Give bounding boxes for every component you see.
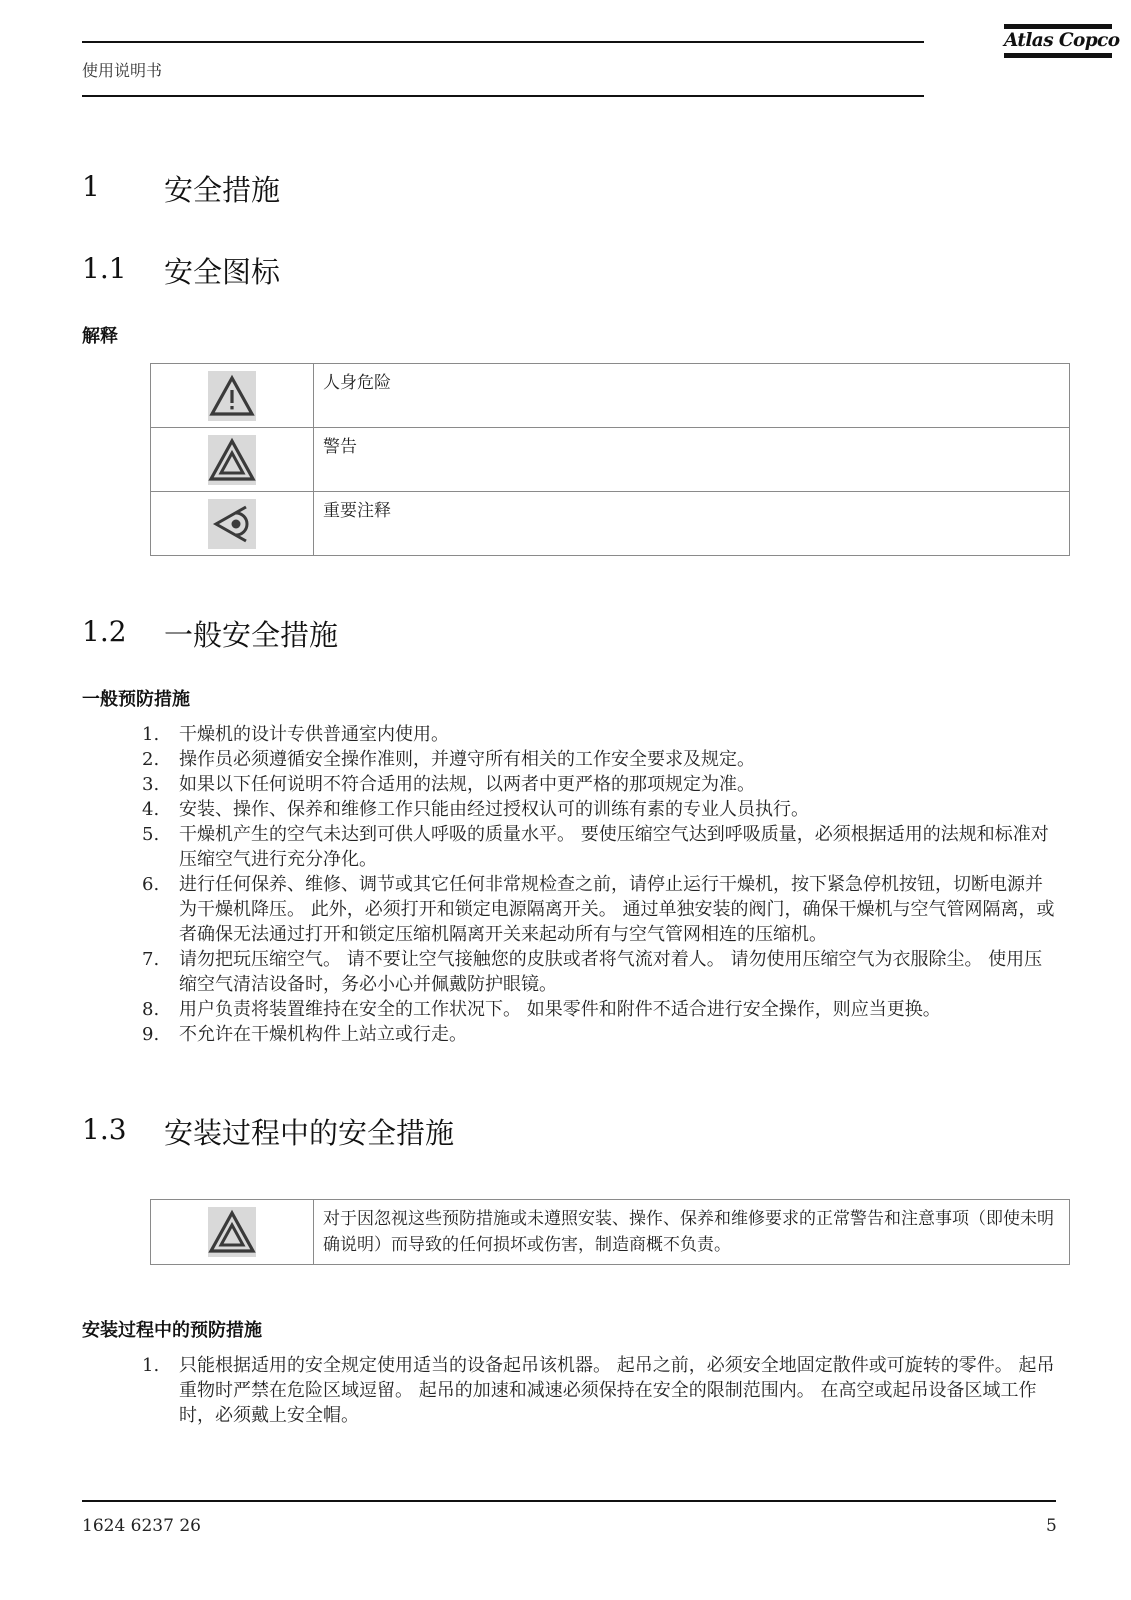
logo-bar-bottom xyxy=(1004,53,1112,58)
document-code: 1624 6237 26 xyxy=(82,1516,201,1536)
safety-icon-table xyxy=(150,363,1070,556)
installation-precautions-list xyxy=(142,1353,1057,1428)
exclamation-triangle-icon xyxy=(208,371,256,421)
list-item xyxy=(142,1353,1057,1428)
icon-row xyxy=(151,492,1070,556)
double-triangle-icon xyxy=(208,435,256,485)
section-1-1-title: 安全图标 xyxy=(164,255,281,289)
page-number: 5 xyxy=(1046,1516,1057,1536)
header-rule-bottom xyxy=(82,95,924,97)
list-item-number: 1. xyxy=(142,1355,160,1376)
list-item xyxy=(142,722,1057,747)
icon-cell xyxy=(151,492,314,556)
list-item xyxy=(142,997,1057,1022)
list-item xyxy=(142,1022,1057,1047)
icon-cell xyxy=(151,364,314,428)
section-1-1-subheading: 解释 xyxy=(82,326,118,347)
list-item-number: 9. xyxy=(142,1024,160,1045)
icon-cell xyxy=(151,428,314,492)
eye-icon xyxy=(208,499,256,549)
atlas-copco-logo xyxy=(1004,24,1120,58)
section-1-2-number: 1.2 xyxy=(82,615,127,648)
list-item-text: 干燥机产生的空气未达到可供人呼吸的质量水平。 要使压缩空气达到呼吸质量，必须根据适用的法规和标准对压缩空气进行充分净化。 xyxy=(179,824,1049,870)
list-item-text: 干燥机的设计专供普通室内使用。 xyxy=(179,724,449,745)
logo-text: Atlas Copco xyxy=(1004,30,1120,51)
icon-row xyxy=(151,428,1070,492)
list-item-text: 只能根据适用的安全规定使用适当的设备起吊该机器。 起吊之前，必须安全地固定散件或可旋转的零件。 起吊重物时严禁在危险区域逗留。 起吊的加速和减速必须保持在安全的限制范围内。 在高空或起吊设备区域工作时，必须戴上安全帽。 xyxy=(179,1355,1055,1426)
list-item-text: 不允许在干燥机构件上站立或行走。 xyxy=(179,1024,467,1045)
list-item-number: 3. xyxy=(142,774,160,795)
list-item xyxy=(142,947,1057,997)
manual-title: 使用说明书 xyxy=(82,61,163,80)
section-1-2-subheading: 一般预防措施 xyxy=(82,689,190,710)
list-item-number: 8. xyxy=(142,999,160,1020)
list-item-number: 5. xyxy=(142,824,160,845)
icon-label: 人身危险 xyxy=(314,364,1070,428)
icon-row xyxy=(151,364,1070,428)
list-item-number: 6. xyxy=(142,874,160,895)
list-item-text: 用户负责将装置维持在安全的工作状况下。 如果零件和附件不适合进行安全操作，则应当更换。 xyxy=(179,999,941,1020)
warning-notice-table xyxy=(150,1199,1070,1265)
general-precautions-list xyxy=(142,722,1057,1047)
notice-row xyxy=(151,1200,1070,1265)
list-item-text: 安装、操作、保养和维修工作只能由经过授权认可的训练有素的专业人员执行。 xyxy=(179,799,809,820)
icon-label: 警告 xyxy=(314,428,1070,492)
notice-text: 对于因忽视这些预防措施或未遵照安装、操作、保养和维修要求的正常警告和注意事项（即使未明确说明）而导致的任何损坏或伤害，制造商概不负责。 xyxy=(314,1200,1070,1265)
section-1-title: 安全措施 xyxy=(164,173,281,207)
list-item xyxy=(142,747,1057,772)
list-item-number: 2. xyxy=(142,749,160,770)
list-item-text: 进行任何保养、维修、调节或其它任何非常规检查之前，请停止运行干燥机，按下紧急停机按钮，切断电源并为干燥机降压。 此外，必须打开和锁定电源隔离开关。 通过单独安装的阀门，确保干燥机与空气管网隔离，或者确保无法通过打开和锁定压缩机隔离开关来起动所有与空气管网相连的压缩机。 xyxy=(179,874,1055,945)
list-item-text: 请勿把玩压缩空气。 请不要让空气接触您的皮肤或者将气流对着人。 请勿使用压缩空气为衣服除尘。 使用压缩空气清洁设备时，务必小心并佩戴防护眼镜。 xyxy=(179,949,1043,995)
section-1-2-title: 一般安全措施 xyxy=(164,618,339,652)
section-1-number: 1 xyxy=(82,170,100,203)
list-item-text: 如果以下任何说明不符合适用的法规，以两者中更严格的那项规定为准。 xyxy=(179,774,755,795)
header-rule-top xyxy=(82,41,924,43)
list-item xyxy=(142,772,1057,797)
list-item-number: 1. xyxy=(142,724,160,745)
list-item xyxy=(142,872,1057,947)
section-1-3-title: 安装过程中的安全措施 xyxy=(164,1116,455,1150)
list-item-number: 7. xyxy=(142,949,160,970)
section-1-3-subheading: 安装过程中的预防措施 xyxy=(82,1320,262,1341)
list-item xyxy=(142,797,1057,822)
list-item xyxy=(142,822,1057,872)
footer-rule xyxy=(82,1500,1056,1502)
icon-label: 重要注释 xyxy=(314,492,1070,556)
section-1-3-number: 1.3 xyxy=(82,1113,127,1146)
list-item-number: 4. xyxy=(142,799,160,820)
icon-cell xyxy=(151,1200,314,1265)
double-triangle-icon xyxy=(208,1207,256,1257)
section-1-1-number: 1.1 xyxy=(82,252,127,285)
list-item-text: 操作员必须遵循安全操作准则，并遵守所有相关的工作安全要求及规定。 xyxy=(179,749,755,770)
